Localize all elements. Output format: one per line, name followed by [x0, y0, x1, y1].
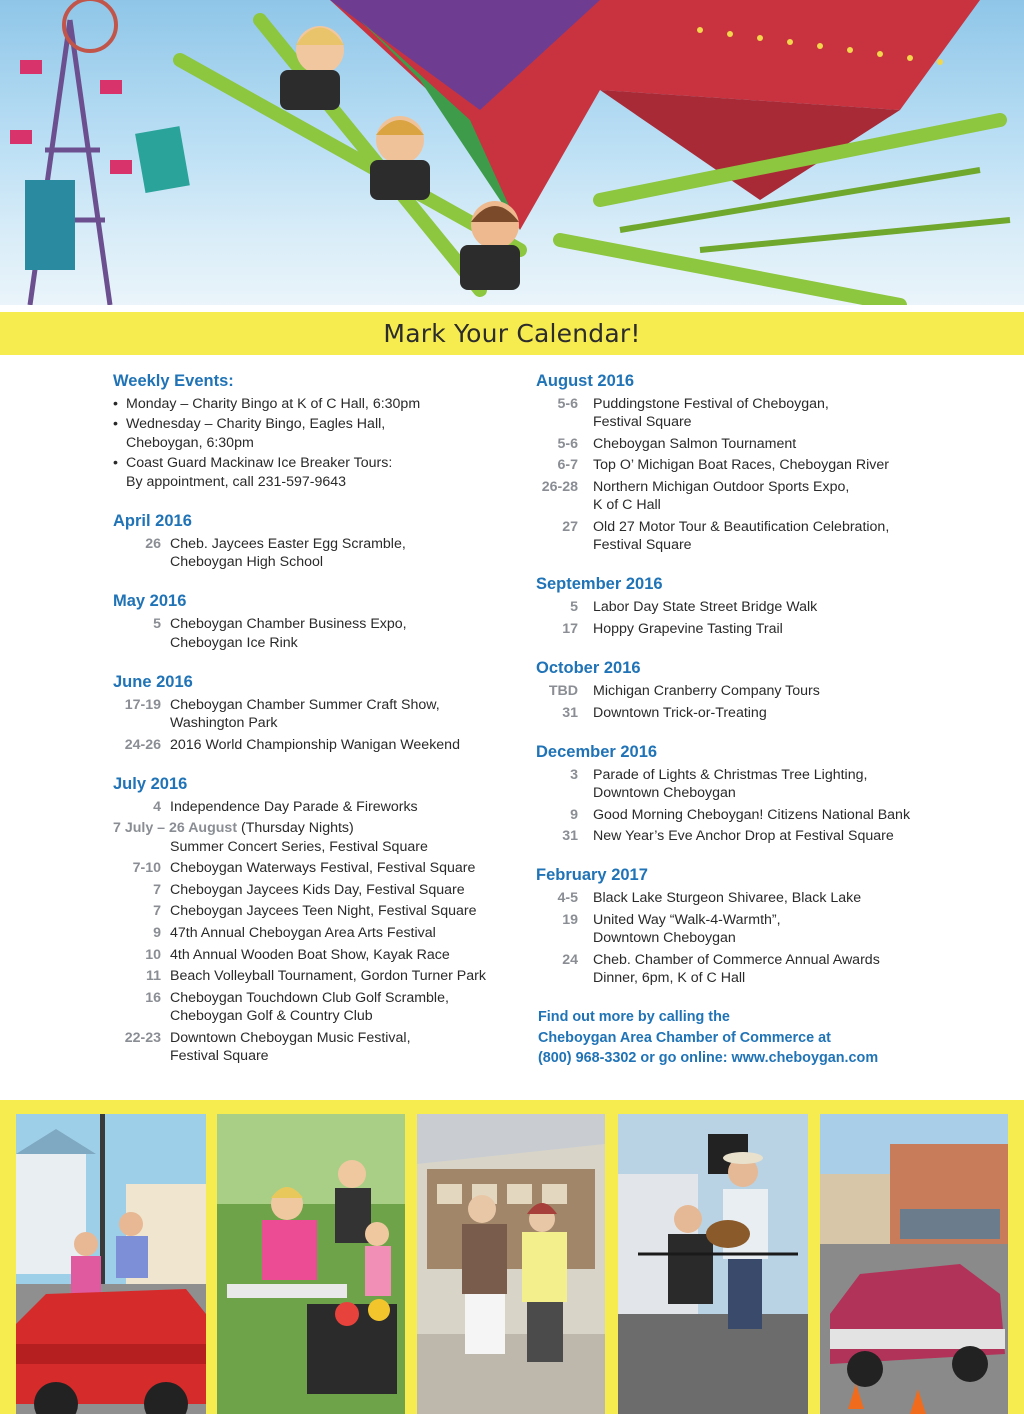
section-title: July 2016 [113, 774, 188, 793]
event-text: Cheboygan Jaycees Kids Day, Festival Square [170, 881, 465, 898]
event-row [113, 798, 523, 816]
event-text: United Way “Walk-4-Warmth”, Downtown Cheboygan [593, 911, 781, 947]
event-date: 10 [145, 946, 161, 963]
section-december-2016 [536, 742, 956, 846]
event-date: 3 [570, 766, 578, 783]
event-text: Cheboygan Salmon Tournament [593, 435, 797, 452]
section-title: June 2016 [113, 672, 193, 691]
section-april-2016 [113, 511, 523, 571]
convertible-parade-photo [16, 1114, 206, 1414]
event-text: Old 27 Motor Tour & Beautification Celebration, Festival Square [593, 518, 890, 553]
event-date: 26-28 [541, 478, 578, 495]
event-note: (Thursday Nights) [237, 820, 354, 837]
event-date: 7 [153, 903, 161, 920]
section-title: April 2016 [113, 512, 192, 531]
event-text: New Year’s Eve Anchor Drop at Festival Square [593, 828, 894, 845]
classic-cars-photo [820, 1114, 1008, 1414]
event-date: 5 [570, 599, 578, 616]
event-row [113, 859, 523, 877]
event-row [113, 696, 523, 732]
event-text: Cheboygan Chamber Business Expo, Cheboygan Ice Rink [170, 616, 407, 651]
event-text: Good Morning Cheboygan! Citizens National Bank [593, 806, 911, 823]
banner-title: Mark Your Calendar! [383, 319, 641, 348]
event-text: Labor Day State Street Bridge Walk [593, 599, 818, 616]
contact-line: Cheboygan Area Chamber of Commerce at [538, 1029, 831, 1046]
list-item: • Wednesday – Charity Bingo, Eagles Hall, Cheboygan, 6:30pm [113, 415, 523, 452]
section-title: Weekly Events: [113, 372, 234, 390]
event-date: 5-6 [557, 396, 578, 412]
event-date: 17 [562, 620, 578, 637]
contact-line: (800) 968-3302 or go online: www.cheboygan.com [538, 1049, 879, 1066]
event-row [536, 682, 956, 700]
event-date: 31 [562, 828, 578, 845]
event-row [113, 989, 523, 1025]
event-row [536, 435, 956, 453]
event-date: 17-19 [124, 696, 161, 713]
event-text: Hoppy Grapevine Tasting Trail [593, 620, 783, 637]
event-date: 19 [562, 911, 578, 928]
section-july-2016 [113, 774, 523, 1065]
event-date: 27 [562, 518, 578, 535]
event-text: Cheboygan Chamber Summer Craft Show, Washington Park [170, 696, 440, 732]
event-row [113, 535, 523, 571]
event-date: TBD [548, 682, 578, 699]
event-row [113, 967, 523, 985]
section-title: February 2017 [536, 866, 648, 885]
section-august-2016 [536, 371, 956, 554]
event-text: Black Lake Sturgeon Shivaree, Black Lake [593, 890, 862, 907]
event-text: Michigan Cranberry Company Tours [593, 682, 820, 699]
event-row [536, 620, 956, 638]
event-row [536, 456, 956, 474]
section-october-2016 [536, 658, 956, 722]
event-text: 2016 World Championship Wanigan Weekend [170, 736, 460, 753]
event-text: Northern Michigan Outdoor Sports Expo, K of C Hall [593, 478, 850, 514]
section-may-2016 [113, 591, 523, 651]
event-date: 26 [145, 536, 161, 553]
event-row [536, 704, 956, 722]
event-text: Cheboygan Waterways Festival, Festival Square [170, 860, 476, 877]
calendar-left-column [113, 371, 523, 1085]
event-date: 7 July – 26 August [113, 820, 238, 837]
event-text: Downtown Trick-or-Treating [593, 704, 767, 721]
event-row [113, 1029, 523, 1065]
event-date: 24-26 [124, 736, 161, 753]
event-row [536, 395, 956, 431]
event-date: 7 [153, 881, 161, 898]
event-date: 31 [562, 704, 578, 721]
calendar-banner [0, 312, 1024, 355]
event-date: 5 [153, 616, 161, 633]
event-text: Cheboygan Touchdown Club Golf Scramble, Cheboygan Golf & Country Club [170, 989, 449, 1024]
event-text: 4th Annual Wooden Boat Show, Kayak Race [170, 946, 450, 963]
event-date: 4-5 [557, 890, 578, 907]
event-date: 4 [153, 798, 161, 815]
event-row [113, 615, 523, 651]
event-text: Summer Concert Series, Festival Square [170, 838, 428, 855]
craft-show-booth-photo [417, 1114, 605, 1414]
contact-info [536, 1007, 956, 1068]
section-weekly-events [113, 371, 523, 491]
event-date: 7-10 [132, 860, 161, 877]
event-row [536, 478, 956, 514]
hero-carnival-photo [0, 0, 1024, 305]
event-date: 22-23 [124, 1029, 161, 1046]
event-row [536, 806, 956, 824]
event-date: 11 [146, 968, 161, 985]
street-musicians-photo [618, 1114, 808, 1414]
list-item: • Coast Guard Mackinaw Ice Breaker Tours: By appointment, call 231-597-9643 [113, 454, 523, 491]
event-date: 6-7 [557, 457, 578, 474]
section-title: May 2016 [113, 592, 187, 611]
event-text: Parade of Lights & Christmas Tree Lighting, Downtown Cheboygan [593, 766, 868, 801]
event-text: 47th Annual Cheboygan Area Arts Festival [170, 925, 436, 942]
section-title: September 2016 [536, 575, 663, 594]
event-date: 5-6 [557, 435, 578, 452]
event-row [536, 951, 956, 987]
event-row [536, 766, 956, 802]
event-text: Cheboygan Jaycees Teen Night, Festival Square [170, 903, 477, 920]
event-row [113, 902, 523, 920]
event-row [536, 598, 956, 616]
event-date: 16 [145, 989, 161, 1006]
section-title: October 2016 [536, 658, 641, 677]
event-row [536, 827, 956, 845]
calendar-right-column [536, 371, 956, 1068]
event-text: Independence Day Parade & Fireworks [170, 798, 418, 815]
event-row [536, 911, 956, 947]
kids-craft-station-photo [217, 1114, 405, 1414]
event-text: Cheb. Jaycees Easter Egg Scramble, Cheboygan High School [170, 536, 406, 571]
event-text: Top O’ Michigan Boat Races, Cheboygan River [593, 457, 889, 474]
section-title: December 2016 [536, 742, 658, 761]
weekly-list [113, 395, 523, 491]
event-date: 9 [570, 806, 578, 823]
section-title: August 2016 [536, 372, 635, 390]
event-row [536, 518, 956, 554]
event-date: 9 [153, 925, 161, 942]
event-row [536, 889, 956, 907]
contact-line: Find out more by calling the [538, 1009, 730, 1026]
event-text: Beach Volleyball Tournament, Gordon Turner Park [170, 968, 486, 985]
event-row [113, 946, 523, 964]
event-text: Cheb. Chamber of Commerce Annual Awards Dinner, 6pm, K of C Hall [593, 951, 880, 986]
event-range-row [113, 819, 523, 837]
event-date: 24 [562, 951, 578, 968]
list-item: • Monday – Charity Bingo at K of C Hall, 6:30pm [113, 395, 523, 413]
section-february-2017 [536, 865, 956, 987]
event-text: Downtown Cheboygan Music Festival, Festival Square [170, 1029, 411, 1064]
section-september-2016 [536, 574, 956, 638]
event-row [113, 924, 523, 942]
event-row [113, 881, 523, 899]
event-row [113, 736, 523, 754]
photo-strip [0, 1100, 1024, 1414]
section-june-2016 [113, 672, 523, 754]
event-text: Puddingstone Festival of Cheboygan, Festival Square [593, 396, 829, 431]
